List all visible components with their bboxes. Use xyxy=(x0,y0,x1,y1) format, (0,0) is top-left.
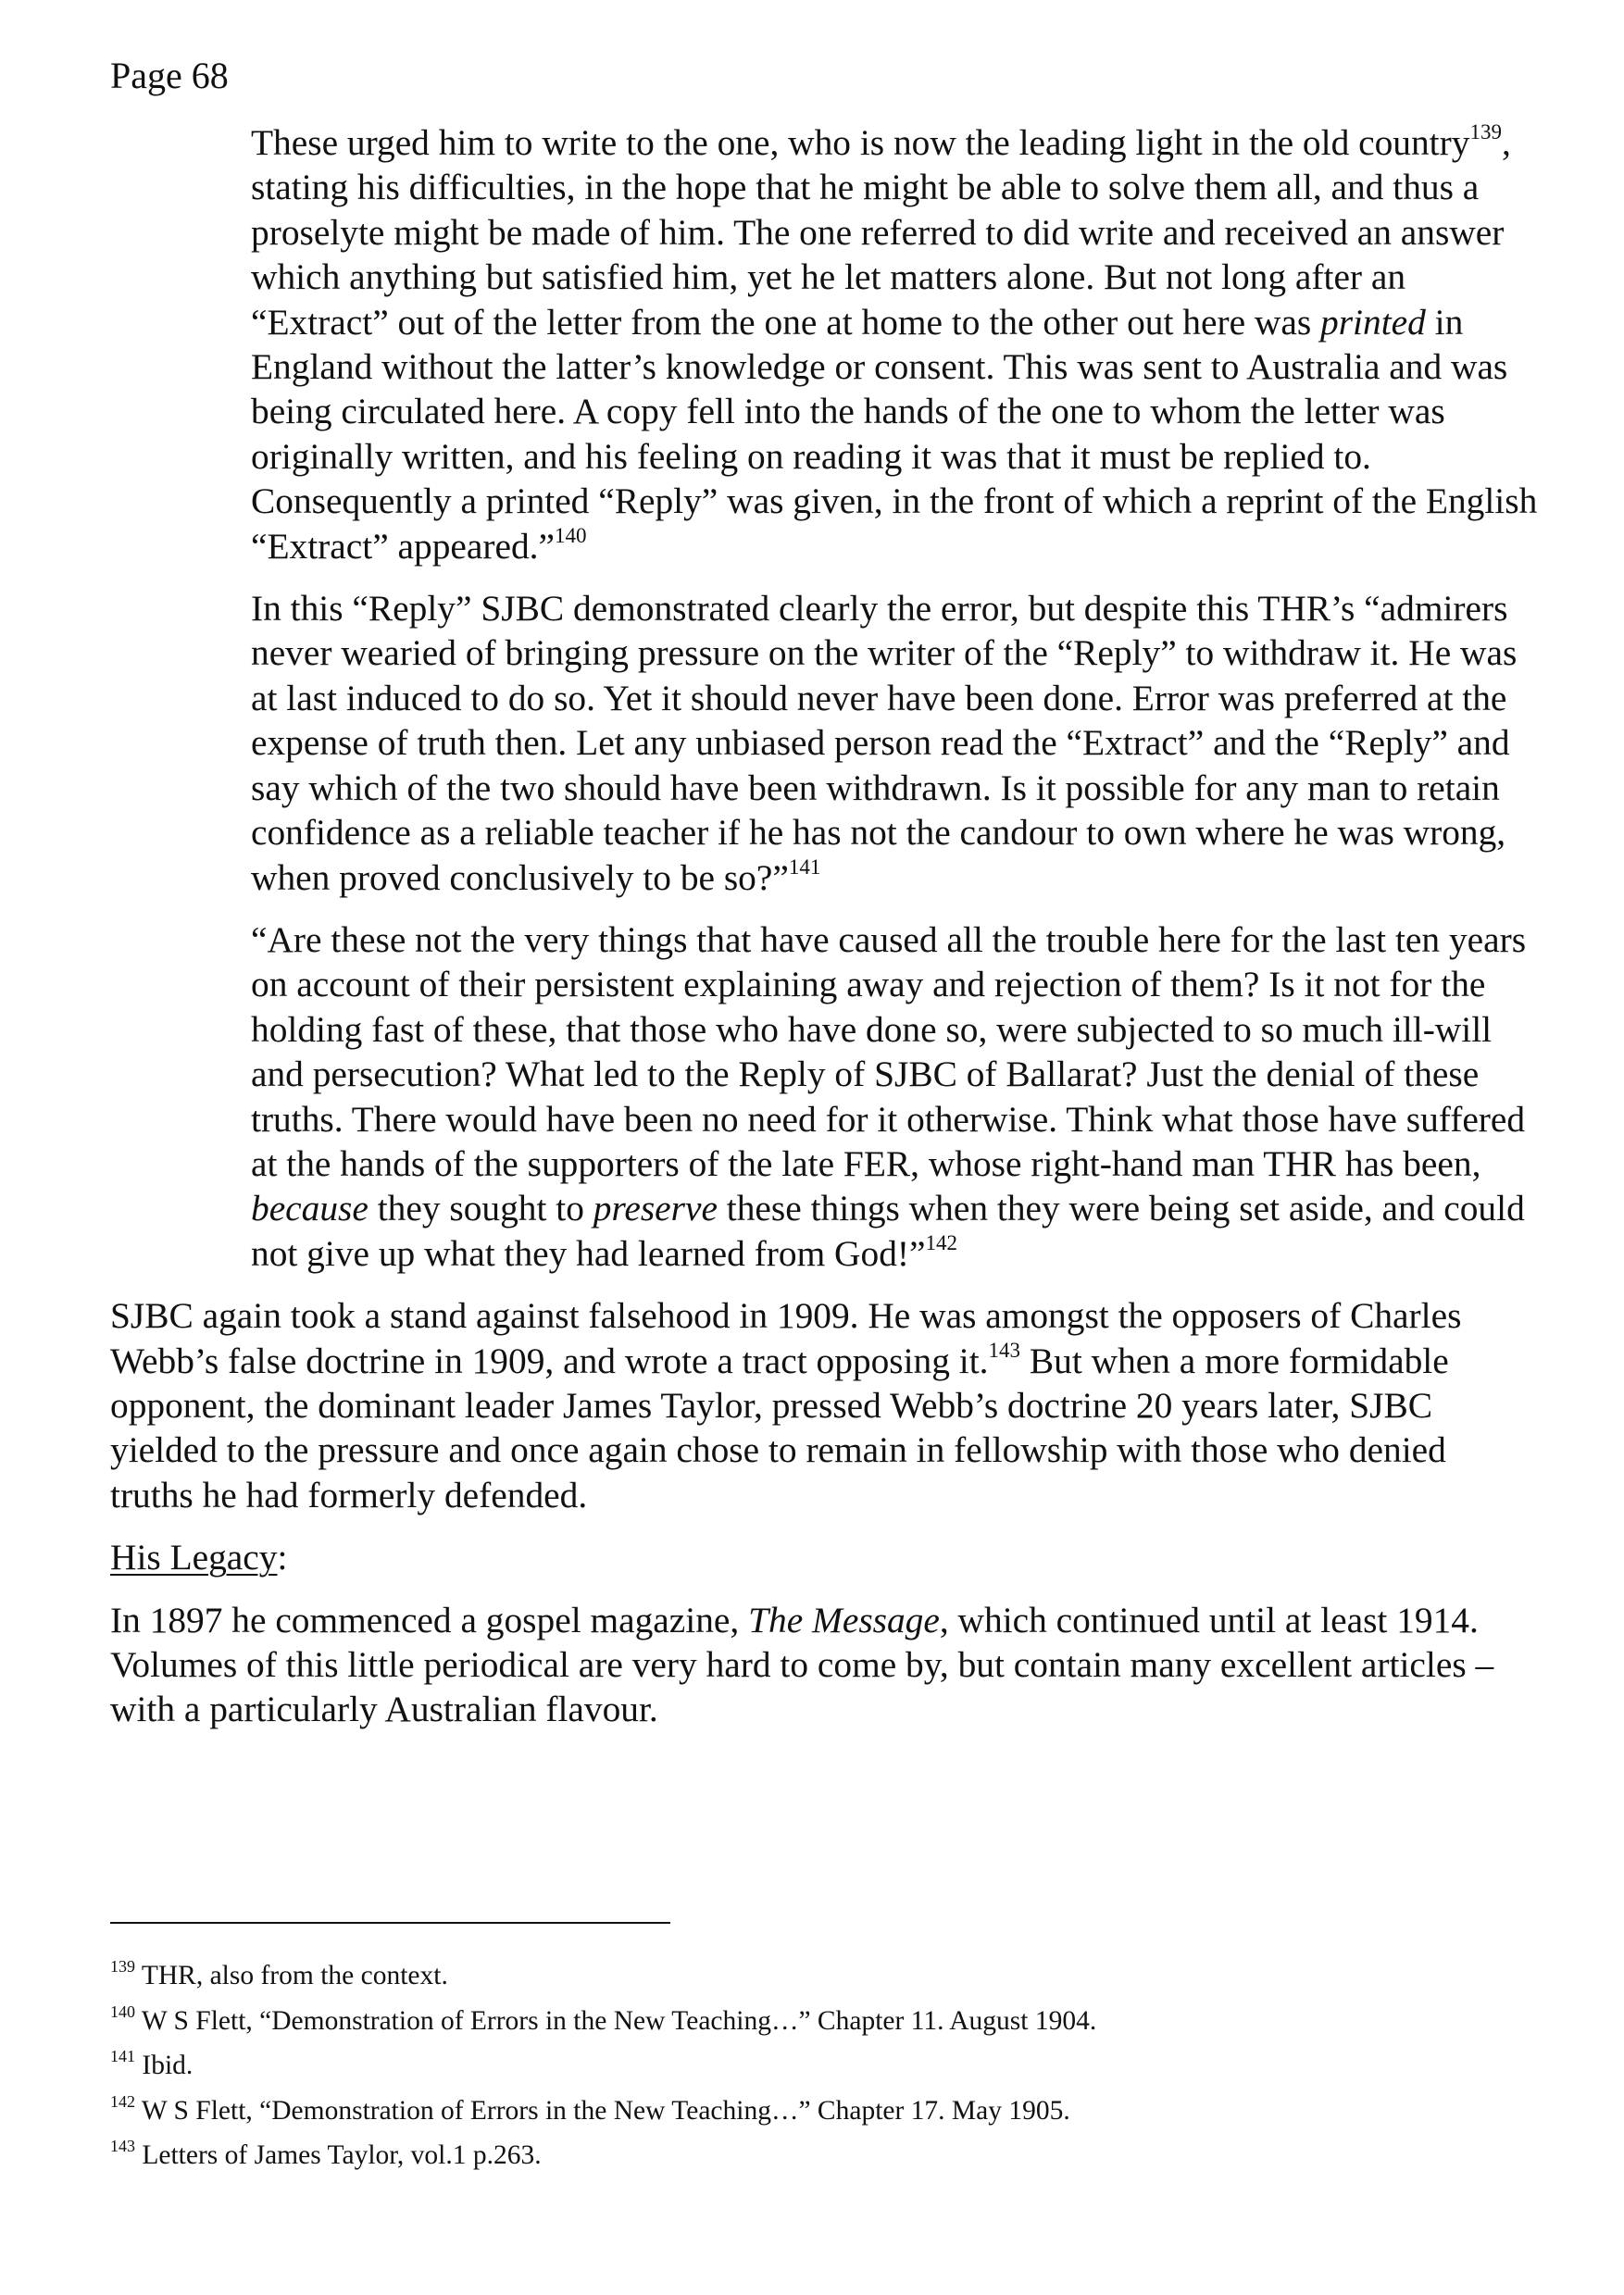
text-run: , which continued until at least 1914. Volumes of this little periodical are very hard to come by, but contain many excellent articles – with a particularly Australian flavour. xyxy=(110,1599,1494,1730)
text-run: But when a more formidable opponent, the dominant leader James Taylor, pressed Webb’s doctrine 20 years later, SJBC yielded to the pressure and once again chose to remain in fellowship with those who denied truths he had formerly defended. xyxy=(110,1340,1449,1515)
footnote-number: 143 xyxy=(110,2137,135,2155)
text-run: , stating his difficulties, in the hope that he might be able to solve them all, and thus a proselyte might be made of him. The one referred to did write and received an answer which anything but satisfied him, yet he let matters alone. But not long after an “Extract” out of the letter from the one at home to the other out here was xyxy=(251,122,1511,343)
text-run: they sought to xyxy=(368,1188,593,1229)
footnote-text: THR, also from the context. xyxy=(135,1961,448,1990)
footnote-reference: 139 xyxy=(1469,120,1502,143)
quote-paragraph-1 xyxy=(251,120,1547,568)
block-quote xyxy=(251,120,1547,1276)
footnote-number: 139 xyxy=(110,1957,135,1976)
footnote-divider xyxy=(110,1922,670,1924)
footnote-140 xyxy=(110,2004,1499,2038)
footnote-141 xyxy=(110,2049,1499,2082)
footnote-143 xyxy=(110,2139,1499,2172)
text-run: In 1897 he commenced a gospel magazine, xyxy=(110,1599,749,1640)
footnote-reference: 143 xyxy=(988,1338,1021,1362)
legacy-heading-text: His Legacy xyxy=(110,1537,278,1578)
body-paragraph-legacy xyxy=(110,1598,1536,1732)
footnotes-section xyxy=(110,1922,1499,2184)
footnote-text: Ibid. xyxy=(135,2051,194,2080)
emphasis-text: printed xyxy=(1320,301,1426,343)
footnote-139 xyxy=(110,1959,1499,1992)
legacy-heading-colon: : xyxy=(277,1537,288,1578)
footnote-142 xyxy=(110,2091,1499,2127)
footnote-text: W S Flett, “Demonstration of Errors in the New Teaching…” Chapter 17. May 1905. xyxy=(135,2095,1070,2126)
emphasis-text: because xyxy=(251,1188,369,1229)
footnote-reference: 140 xyxy=(555,523,587,547)
text-run: SJBC again took a stand against falsehood in 1909. He was amongst the opposers of Charles Webb’s false doctrine in 1909, and wrote a tract opposing it. xyxy=(110,1295,1462,1381)
body-paragraph-stand xyxy=(110,1293,1536,1517)
text-run: These urged him to write to the one, who is now the leading light in the old country xyxy=(251,122,1470,163)
section-heading-legacy xyxy=(110,1535,1536,1579)
quote-paragraph-3 xyxy=(251,917,1547,1276)
page-content xyxy=(110,120,1536,1750)
page-number: Page 68 xyxy=(110,55,229,96)
text-run: “Are these not the very things that have caused all the trouble here for the last ten years on account of their persistent explaining away and rejection of them? Is it not for the holding fast of these, that those who have done so, were subjected to so much ill-will and persecution? What led to the Reply of SJBC of Ballarat? Just the denial of these truths. There would have been no need for it otherwise. Think what those have suffered at the hands of the supporters of the late FER, whose right-hand man THR has been, xyxy=(251,918,1527,1184)
footnote-text: W S Flett, “Demonstration of Errors in the New Teaching…” Chapter 11. August 1904. xyxy=(135,2005,1097,2036)
footnote-text: Letters of James Taylor, vol.1 p.263. xyxy=(135,2140,542,2170)
footnote-number: 142 xyxy=(110,2091,135,2111)
text-run: these things when they were being set aside, and could not give up what they had learned from God!” xyxy=(251,1188,1525,1274)
quote-paragraph-2 xyxy=(251,586,1547,900)
footnote-number: 141 xyxy=(110,2047,135,2065)
footnote-reference: 141 xyxy=(788,854,821,879)
text-run: in England without the latter’s knowledge or consent. This was sent to Australia and was being circulated here. A copy fell into the hands of the one to whom the letter was originally written, and his feeling on reading it was that it must be replied to. Consequently a printed “Reply” was given, in the front of which a reprint of the English “Extract” appeared.” xyxy=(251,301,1538,567)
emphasis-text: The Message xyxy=(748,1599,940,1640)
text-run: In this “Reply” SJBC demonstrated clearly the error, but despite this THR’s “admirers never wearied of bringing pressure on the writer of the “Reply” to withdraw it. He was at last induced to do so. Yet it should never have been done. Error was preferred at the expense of truth then. Let any unbiased person read the “Extract” and the “Reply” and say which of the two should have been withdrawn. Is it possible for any man to retain confidence as a reliable teacher if he has not the candour to own where he was wrong, when proved conclusively to be so?” xyxy=(251,588,1518,898)
footnote-reference: 142 xyxy=(925,1230,957,1254)
emphasis-text: preserve xyxy=(593,1188,718,1229)
footnote-number: 140 xyxy=(110,2002,135,2021)
